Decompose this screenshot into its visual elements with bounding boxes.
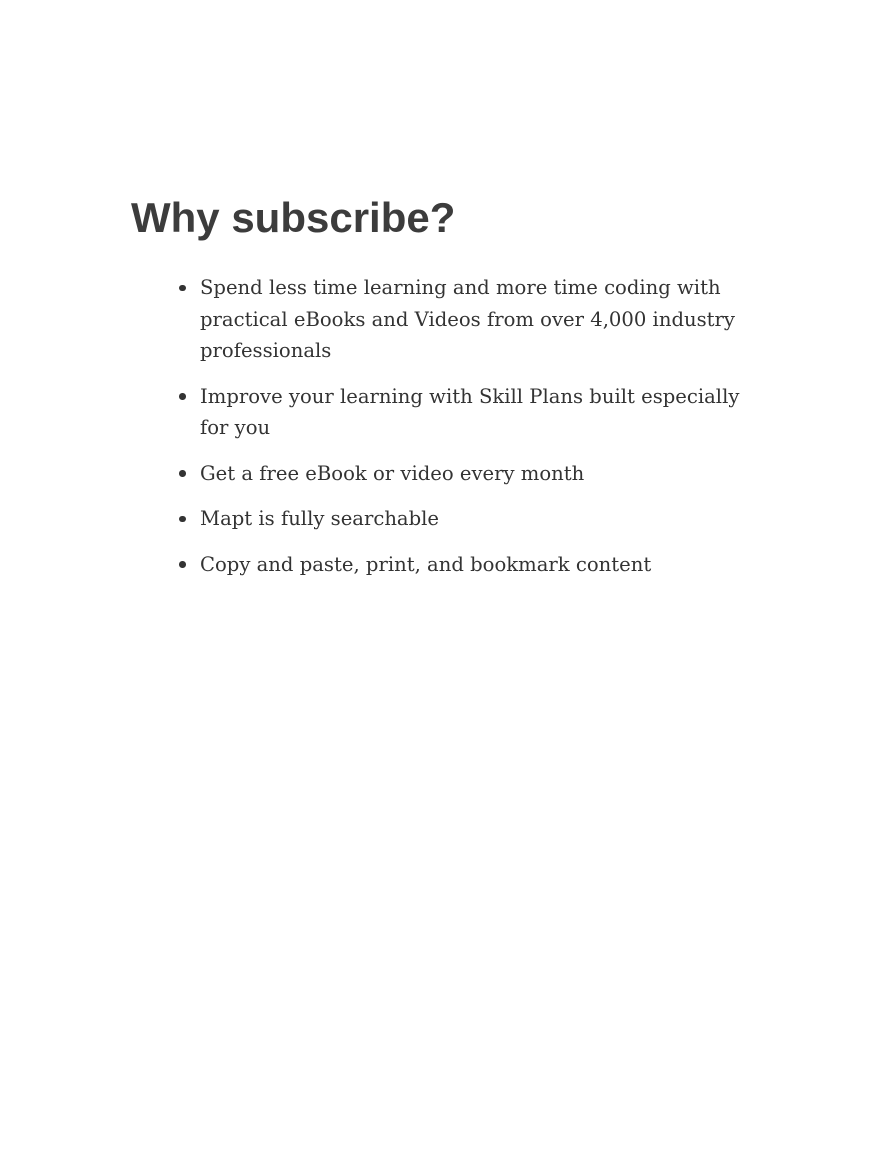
page-title: Why subscribe?	[131, 194, 456, 241]
bullet-icon	[179, 285, 186, 292]
list-item-text: Improve your learning with Skill Plans built especially for you	[200, 384, 740, 439]
list-item	[200, 458, 760, 490]
list-item	[200, 381, 760, 444]
list-item	[200, 272, 760, 367]
bullet-icon	[179, 470, 186, 477]
list-item-text: Get a free eBook or video every month	[200, 461, 585, 485]
list-item	[200, 503, 760, 535]
page-content	[131, 190, 771, 594]
list-item-text: Mapt is fully searchable	[200, 507, 440, 530]
bullet-icon	[179, 561, 186, 568]
bullet-icon	[179, 393, 186, 400]
bullet-icon	[179, 516, 186, 523]
list-item-text: Spend less time learning and more time coding with practical eBooks and Videos from over 4,000 industry professionals	[200, 276, 735, 362]
benefits-list	[131, 272, 771, 580]
list-item	[200, 549, 760, 581]
list-item-text: Copy and paste, print, and bookmark content	[200, 552, 652, 576]
